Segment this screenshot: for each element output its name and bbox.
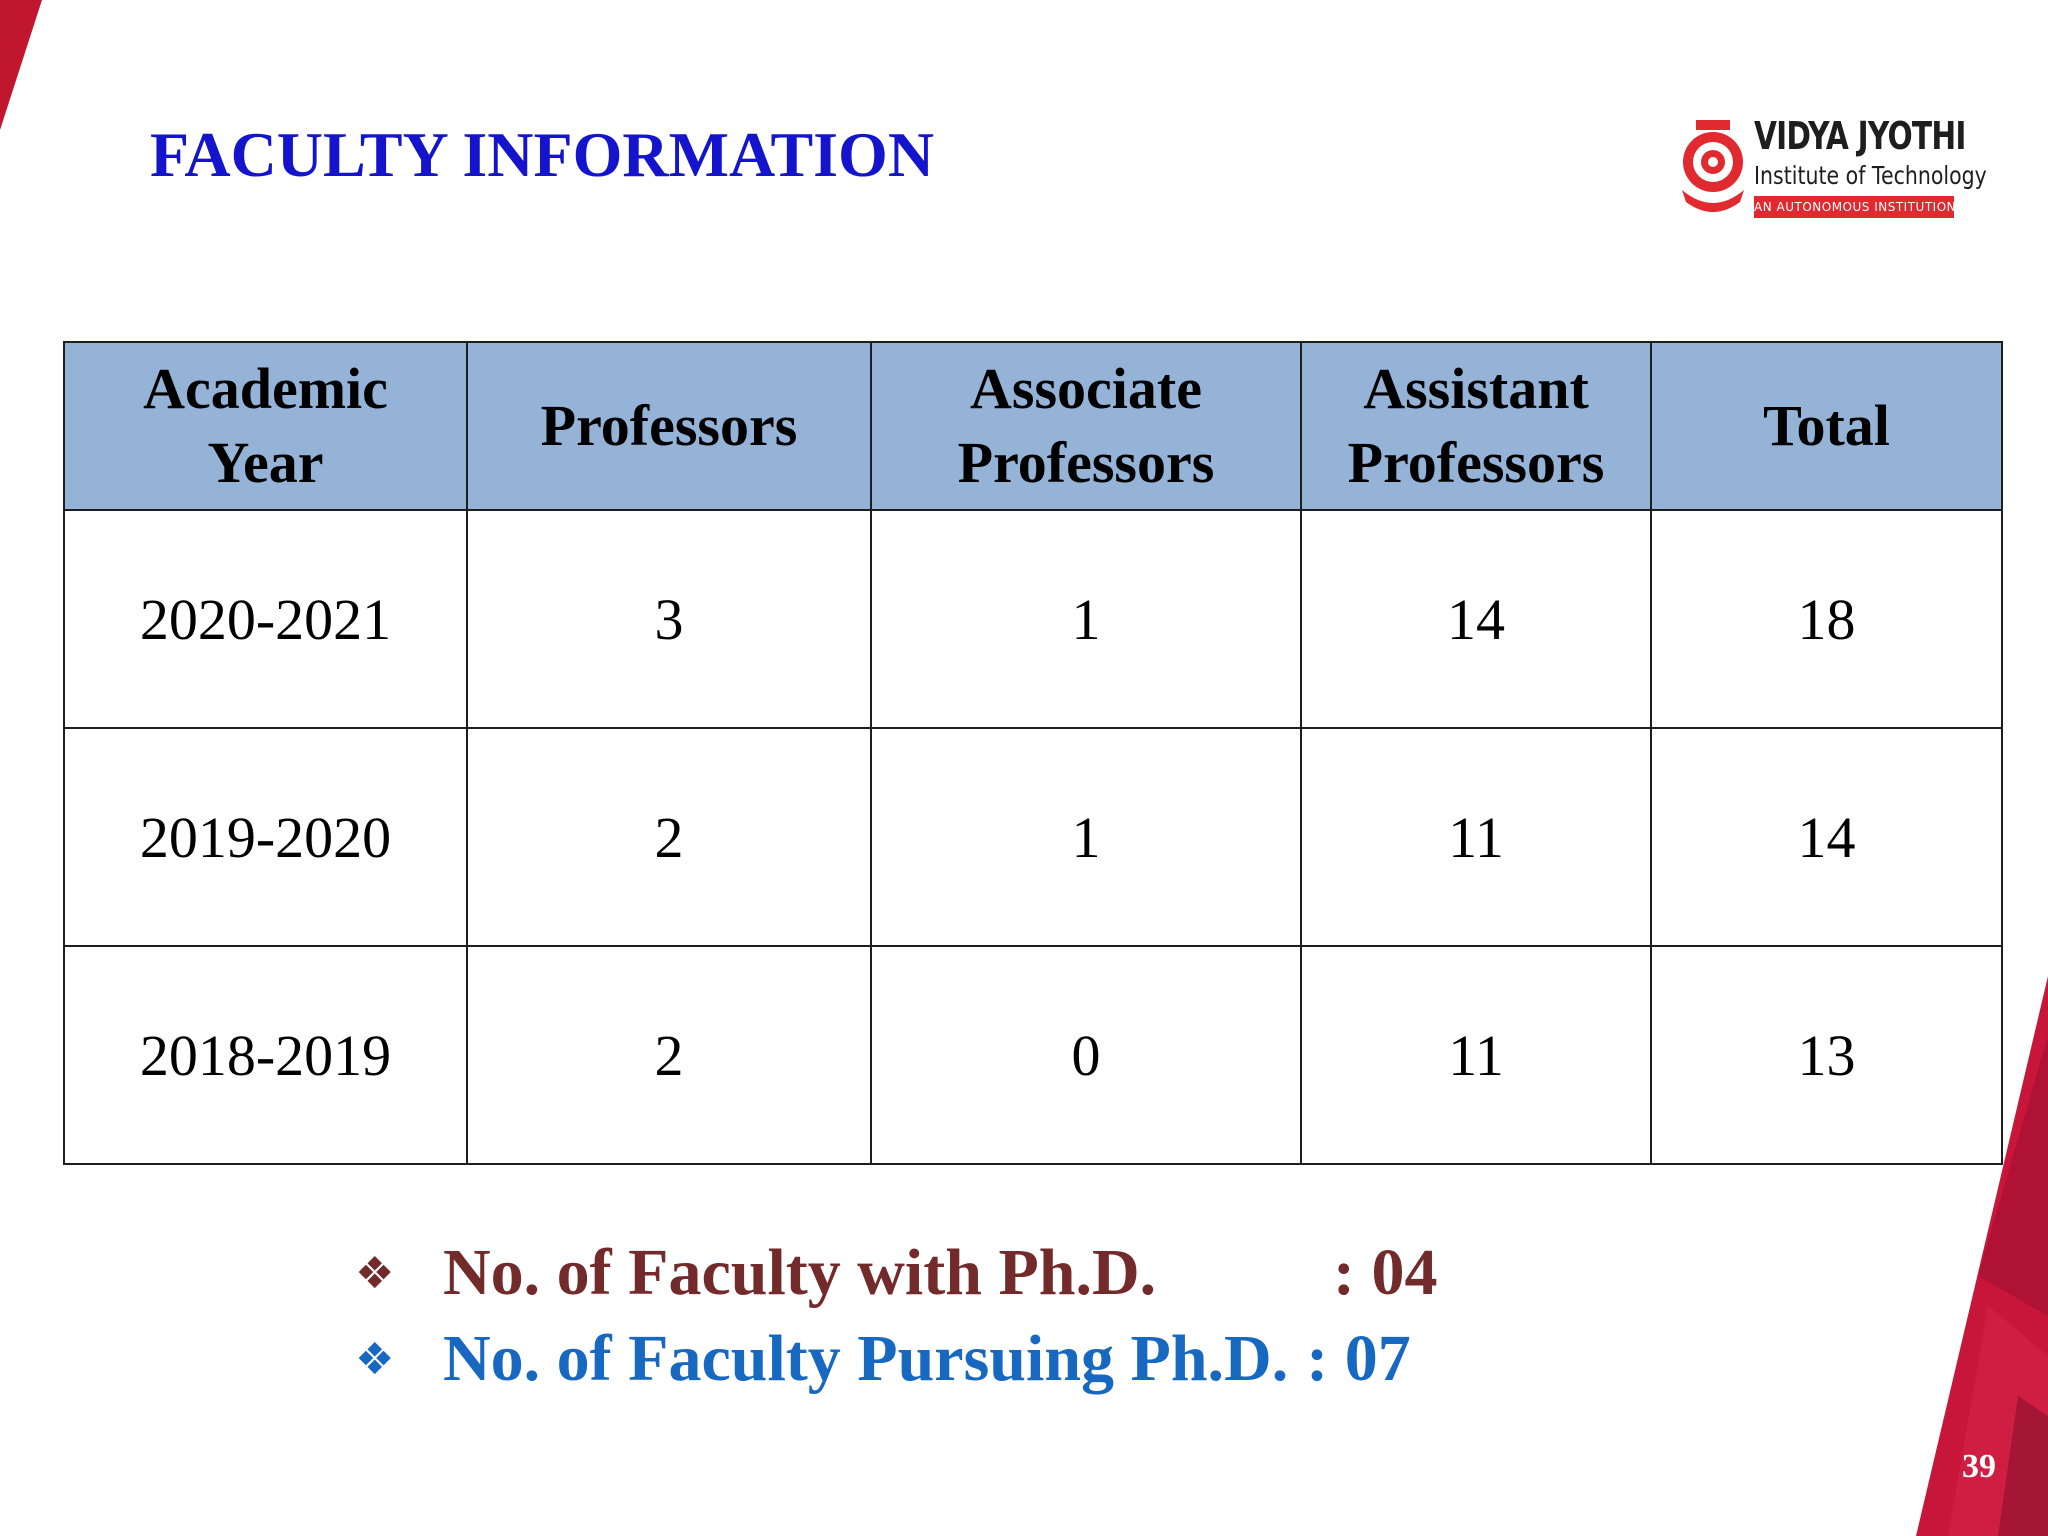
bullet-value: : 07 (1306, 1322, 1411, 1395)
table-row (64, 946, 2002, 1164)
cell-total: 13 (1651, 946, 2002, 1164)
corner-decoration-top-left (0, 0, 60, 140)
cell-professors: 2 (467, 946, 871, 1164)
cell-total: 14 (1651, 728, 2002, 946)
table-row (64, 510, 2002, 728)
diamond-bullet-icon: ❖ (355, 1333, 395, 1385)
cell-academic-year: 2020-2021 (64, 510, 467, 728)
cell-associate-professors: 1 (871, 510, 1301, 728)
logo-subtitle: Institute of Technology (1754, 161, 1987, 190)
list-item-faculty-with-phd (355, 1230, 1437, 1316)
table-header-row (64, 342, 2002, 510)
diamond-bullet-icon: ❖ (355, 1247, 395, 1299)
header-associate-professors (871, 342, 1301, 510)
header-line: Assistant (1363, 356, 1589, 421)
header-assistant-professors (1301, 342, 1651, 510)
cell-assistant-professors: 11 (1301, 946, 1651, 1164)
table-row (64, 728, 2002, 946)
page-title: FACULTY INFORMATION (150, 119, 935, 190)
cell-professors: 2 (467, 728, 871, 946)
bullet-label: No. of Faculty Pursuing Ph.D. (443, 1322, 1289, 1395)
faculty-table (63, 341, 2003, 1165)
bullet-value: : 04 (1333, 1236, 1438, 1309)
header-line: Associate (970, 356, 1202, 421)
cell-associate-professors: 1 (871, 728, 1301, 946)
cell-academic-year: 2018-2019 (64, 946, 467, 1164)
cell-academic-year: 2019-2020 (64, 728, 467, 946)
cell-assistant-professors: 11 (1301, 728, 1651, 946)
header-line: Professors (1347, 430, 1605, 495)
header-line: Year (207, 430, 324, 495)
header-academic-year (64, 342, 467, 510)
cell-total: 18 (1651, 510, 2002, 728)
faculty-phd-summary (355, 1230, 1437, 1402)
cell-assistant-professors: 14 (1301, 510, 1651, 728)
header-professors (467, 342, 871, 510)
cell-professors: 3 (467, 510, 871, 728)
header-line: Total (1763, 393, 1890, 458)
institution-logo (1676, 112, 1987, 224)
logo-badge: AN AUTONOMOUS INSTITUTION (1754, 196, 1954, 218)
header-line: Professors (957, 430, 1215, 495)
header-total (1651, 342, 2002, 510)
bullet-label: No. of Faculty with Ph.D. (443, 1236, 1157, 1309)
institution-seal-icon (1676, 118, 1750, 218)
header-line: Academic (143, 356, 388, 421)
page-number: 39 (1962, 1448, 1996, 1485)
logo-name: VIDYA JYOTHI (1754, 114, 1966, 158)
header-line: Professors (540, 393, 798, 458)
cell-associate-professors: 0 (871, 946, 1301, 1164)
list-item-faculty-pursuing-phd (355, 1316, 1437, 1402)
